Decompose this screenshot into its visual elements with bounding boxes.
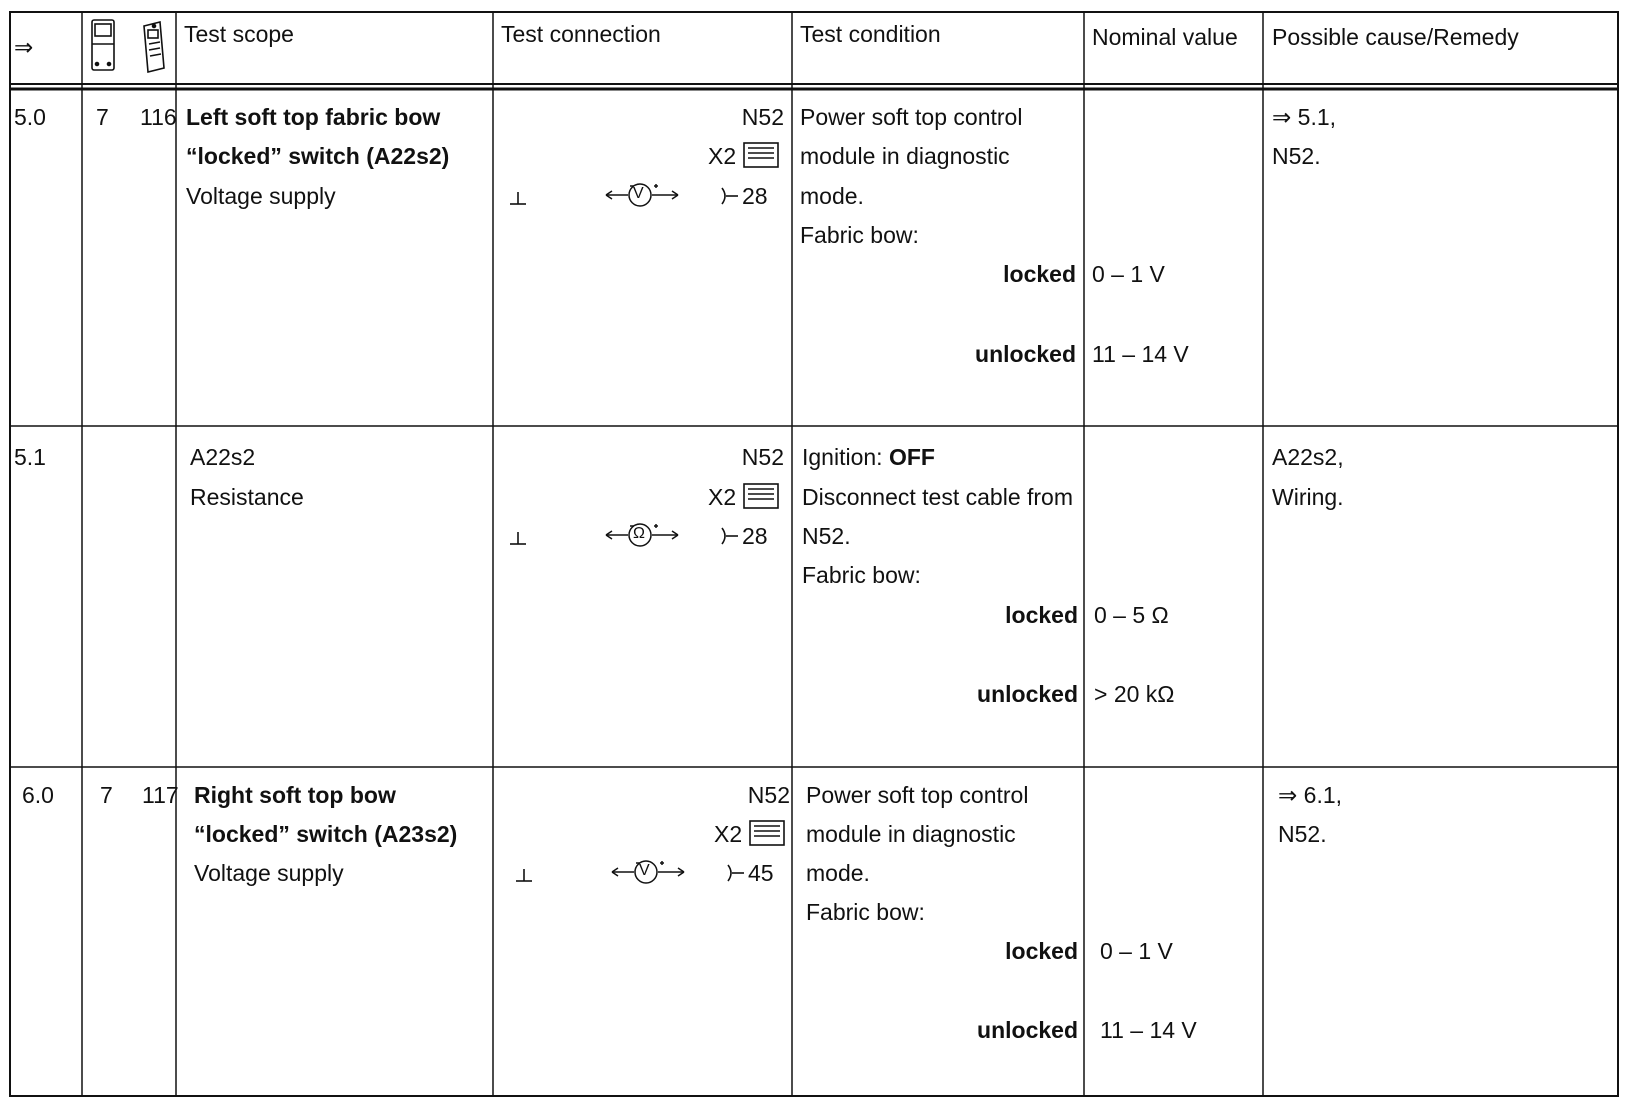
connector-icon [744,143,778,167]
cause-line: N52. [1272,143,1321,169]
header-possible-cause: Possible cause/Remedy [1272,24,1519,50]
step-ref: 117 [142,782,179,808]
voltmeter-icon: V [604,180,684,210]
step-flag: 7 [100,782,113,808]
state-unlocked: unlocked [977,681,1078,707]
connector-icon [744,484,778,508]
scope-component: “locked” switch (A22s2) [186,143,450,169]
ground-icon [510,532,526,544]
header-test-condition: Test condition [800,21,941,47]
state-unlocked: unlocked [975,341,1076,367]
conn-connector: X2 [714,821,743,847]
condition-line: Disconnect test cable from [802,484,1074,510]
nominal-value: 11 – 14 V [1092,341,1189,367]
condition-line: Fabric bow: [806,899,925,925]
header-test-scope: Test scope [184,21,294,47]
scope-title: A22s2 [190,444,256,470]
conn-pin: 28 [742,183,768,209]
cause-line: Wiring. [1272,484,1344,510]
conn-connector: X2 [708,484,737,510]
step-flag: 7 [96,104,109,130]
condition-line: Ignition: OFF [802,444,935,470]
condition-line: Power soft top control [806,782,1029,808]
state-locked: locked [1003,261,1076,287]
cause-line: N52. [1278,821,1327,847]
cause-line: A22s2, [1272,444,1344,470]
condition-line: mode. [806,860,870,886]
scope-measurement: Resistance [190,484,304,510]
step-number: 5.0 [14,104,46,130]
connector-icon [750,821,784,845]
conn-connector: X2 [708,143,737,169]
ohmmeter-icon: Ω [604,520,684,550]
scope-component: “locked” switch (A23s2) [194,821,458,847]
pin-lead-icon [722,188,738,204]
scope-title: Right soft top bow [194,782,396,808]
condition-line: Fabric bow: [800,222,919,248]
scope-title: Left soft top fabric bow [186,104,441,130]
conn-pin: 28 [742,523,768,549]
condition-line: module in diagnostic [806,821,1016,847]
nominal-value: 0 – 1 V [1100,938,1173,964]
conn-pin: 45 [748,860,774,886]
nominal-value: 11 – 14 V [1100,1017,1197,1043]
condition-line: N52. [802,523,851,549]
nominal-value: > 20 kΩ [1094,681,1175,707]
cause-link: ⇒ 6.1, [1278,782,1343,808]
condition-line: Power soft top control [800,104,1023,130]
state-unlocked: unlocked [977,1017,1078,1043]
step-number: 5.1 [14,444,46,470]
step-ref: 116 [140,104,177,130]
conn-module: N52 [747,782,790,808]
ignition-state: OFF [888,444,935,470]
condition-line: mode. [800,183,864,209]
pin-lead-icon [722,528,738,544]
scope-measurement: Voltage supply [186,183,336,209]
header-arrow: ⇒ [14,34,34,60]
cause-link: ⇒ 5.1, [1272,104,1337,130]
header-nominal-value: Nominal value [1092,24,1238,50]
state-locked: locked [1005,602,1078,628]
ground-icon [510,192,526,204]
condition-line: module in diagnostic [800,143,1010,169]
conn-module: N52 [741,104,784,130]
pin-lead-icon [728,865,744,881]
ground-icon [516,869,532,881]
scope-measurement: Voltage supply [194,860,344,886]
step-number: 6.0 [22,782,54,808]
condition-line: Fabric bow: [802,562,921,588]
nominal-value: 0 – 5 Ω [1094,602,1169,628]
state-locked: locked [1005,938,1078,964]
nominal-value: 0 – 1 V [1092,261,1165,287]
conn-module: N52 [741,444,784,470]
voltmeter-icon: V [610,857,690,887]
header-test-connection: Test connection [501,21,661,47]
